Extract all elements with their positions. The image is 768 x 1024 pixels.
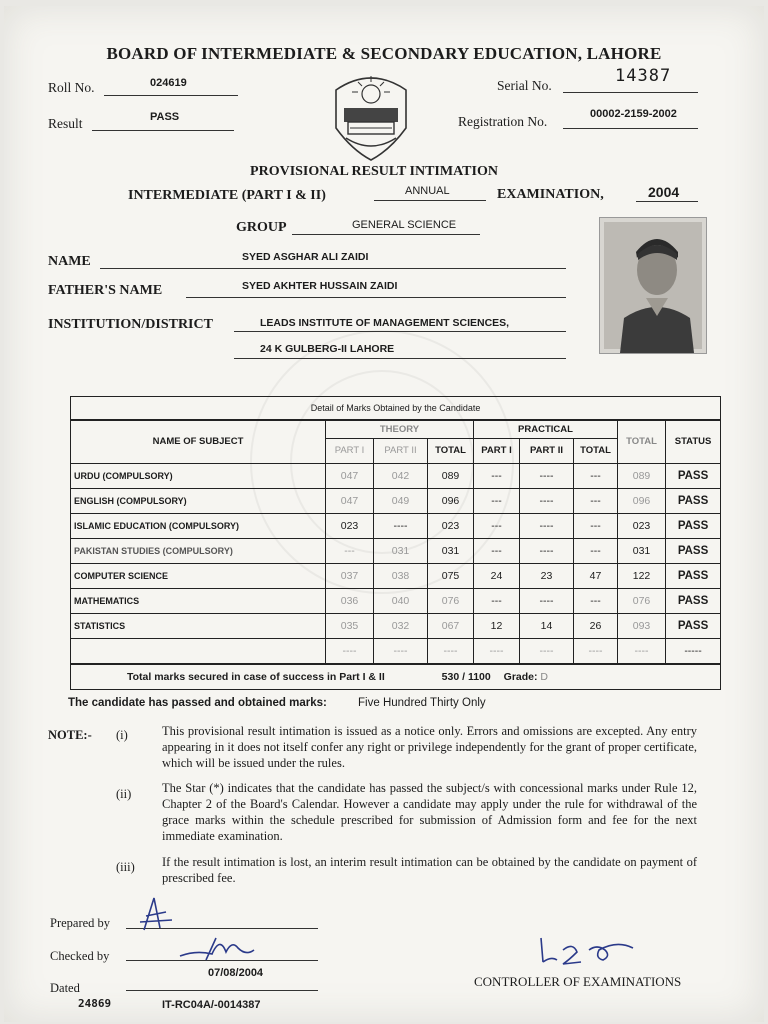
- theory-part1: 035: [326, 613, 374, 638]
- theory-total: ----: [428, 638, 474, 664]
- roll-label: Roll No.: [48, 80, 95, 95]
- grade-value: D: [540, 670, 549, 683]
- registration-value: 00002-2159-2002: [590, 108, 677, 120]
- institution-label: INSTITUTION/DISTRICT: [48, 317, 213, 332]
- theory-part1: 037: [326, 563, 374, 588]
- total-row: [71, 664, 721, 690]
- note-3-text: If the result intimation is lost, an interim result intimation can be obtained by the candidate on payment of prescribed fee.: [162, 855, 697, 885]
- table-row: [71, 488, 721, 513]
- father-underline: [186, 297, 566, 298]
- practical-part2: ----: [520, 588, 574, 613]
- table-row: [71, 638, 721, 664]
- theory-part2: ----: [374, 513, 428, 538]
- practical-part2: ----: [520, 488, 574, 513]
- person-photo-icon: [600, 218, 706, 353]
- group-label: GROUP: [236, 220, 287, 235]
- practical-part2: ----: [520, 538, 574, 563]
- practical-part2: ----: [520, 463, 574, 488]
- practical-part2: 14: [520, 613, 574, 638]
- practical-part2: ----: [520, 638, 574, 664]
- institution-underline-1: [234, 331, 566, 332]
- practical-total: ----: [574, 638, 618, 664]
- result-label: Result: [48, 116, 83, 131]
- theory-part1: 023: [326, 513, 374, 538]
- table-row: [71, 563, 721, 588]
- practical-part1: ---: [474, 588, 520, 613]
- ref-code: IT-RC04A/-0014387: [162, 999, 261, 1011]
- serial-underline: [563, 92, 698, 93]
- exam-type: ANNUAL: [405, 185, 450, 197]
- practical-total: ---: [574, 513, 618, 538]
- subject-name: [71, 638, 326, 664]
- practical-part1: 12: [474, 613, 520, 638]
- practical-total: ---: [574, 538, 618, 563]
- status-value: PASS: [666, 488, 721, 513]
- theory-part1: ----: [326, 638, 374, 664]
- dated-underline: [126, 990, 318, 991]
- practical-total: 47: [574, 563, 618, 588]
- status-value: PASS: [666, 588, 721, 613]
- name-underline: [100, 268, 566, 269]
- theory-part1: 047: [326, 463, 374, 488]
- table-caption: Detail of Marks Obtained by the Candidate: [71, 397, 721, 421]
- theory-total: 076: [428, 588, 474, 613]
- exam-prefix: INTERMEDIATE (PART I & II): [128, 188, 326, 203]
- subject-name: COMPUTER SCIENCE: [71, 563, 326, 588]
- exam-type-underline: [374, 200, 486, 201]
- theory-total: 075: [428, 563, 474, 588]
- institution-line2: 24 K GULBERG-II LAHORE: [260, 343, 395, 355]
- board-title: BOARD OF INTERMEDIATE & SECONDARY EDUCATION, LAHORE: [106, 44, 662, 63]
- grand-total: 031: [618, 538, 666, 563]
- theory-total: 023: [428, 513, 474, 538]
- serial-value: 14387: [615, 66, 672, 86]
- practical-part1: ---: [474, 538, 520, 563]
- grade-label: Grade:: [503, 670, 538, 683]
- theory-part2: ----: [374, 638, 428, 664]
- table-row: [71, 613, 721, 638]
- ref-left: 24869: [78, 997, 112, 1010]
- practical-part1: ---: [474, 488, 520, 513]
- header-practical-total: TOTAL: [574, 438, 618, 463]
- grand-total: 096: [618, 488, 666, 513]
- grand-total: 089: [618, 463, 666, 488]
- theory-part2: 031: [374, 538, 428, 563]
- dated-value: 07/08/2004: [208, 967, 264, 979]
- theory-part1: ---: [326, 538, 374, 563]
- practical-part1: ---: [474, 513, 520, 538]
- practical-total: ---: [574, 488, 618, 513]
- grand-total: 076: [618, 588, 666, 613]
- grand-total: ----: [618, 638, 666, 664]
- note-3-num: (iii): [116, 860, 135, 874]
- candidate-photo: [599, 217, 707, 354]
- controller-label: CONTROLLER OF EXAMINATIONS: [474, 974, 682, 989]
- subject-name: STATISTICS: [71, 613, 326, 638]
- subject-name: ISLAMIC EDUCATION (COMPULSORY): [71, 513, 326, 538]
- header-status: STATUS: [666, 420, 721, 463]
- theory-part2: 032: [374, 613, 428, 638]
- theory-part2: 042: [374, 463, 428, 488]
- group-underline: [292, 234, 480, 235]
- theory-part2: 038: [374, 563, 428, 588]
- subject-name: URDU (COMPULSORY): [71, 463, 326, 488]
- header-practical-part1: PART I: [474, 438, 520, 463]
- prepared-label: Prepared by: [50, 916, 111, 930]
- result-value: PASS: [150, 111, 180, 123]
- header-theory-total: TOTAL: [428, 438, 474, 463]
- practical-part1: 24: [474, 563, 520, 588]
- registration-label: Registration No.: [458, 114, 548, 129]
- status-value: PASS: [666, 563, 721, 588]
- theory-part2: 040: [374, 588, 428, 613]
- grand-total: 023: [618, 513, 666, 538]
- table-row: [71, 513, 721, 538]
- header-practical-part2: PART II: [520, 438, 574, 463]
- note-2-num: (ii): [116, 787, 132, 801]
- practical-part2: 23: [520, 563, 574, 588]
- theory-part2: 049: [374, 488, 428, 513]
- grand-total: 093: [618, 613, 666, 638]
- note-1-text: This provisional result intimation is issued as a notice only. Errors and omissions are excepted. Any entry appearing in it does not itself confer any right or privilege independently for the grant of proper certificate, which will be issued under the rules.: [162, 724, 697, 770]
- status-value: -----: [666, 638, 721, 664]
- registration-underline: [563, 128, 698, 129]
- group-value: GENERAL SCIENCE: [352, 219, 457, 231]
- total-label: Total marks secured in case of success in Part I & II: [127, 670, 385, 683]
- roll-value: 024619: [150, 77, 187, 89]
- note-label: NOTE:-: [48, 728, 92, 742]
- passed-prefix: The candidate has passed and obtained marks:: [68, 697, 327, 709]
- result-underline: [92, 130, 234, 131]
- header-theory-part1: PART I: [326, 438, 374, 463]
- controller-signature-icon: [535, 928, 639, 972]
- board-emblem-icon: [330, 70, 412, 162]
- practical-total: ---: [574, 463, 618, 488]
- subject-name: ENGLISH (COMPULSORY): [71, 488, 326, 513]
- exam-suffix: EXAMINATION,: [497, 187, 604, 202]
- institution-line1: LEADS INSTITUTE OF MANAGEMENT SCIENCES,: [260, 317, 510, 329]
- theory-total: 096: [428, 488, 474, 513]
- theory-part1: 047: [326, 488, 374, 513]
- father-label: FATHER'S NAME: [48, 283, 163, 298]
- practical-total: 26: [574, 613, 618, 638]
- prepared-signature-icon: [136, 892, 180, 936]
- marks-table: [70, 396, 721, 690]
- status-value: PASS: [666, 513, 721, 538]
- practical-part2: ----: [520, 513, 574, 538]
- header-practical: PRACTICAL: [474, 420, 618, 438]
- subject-name: PAKISTAN STUDIES (COMPULSORY): [71, 538, 326, 563]
- checked-label: Checked by: [50, 949, 110, 963]
- note-1-num: (i): [116, 728, 128, 742]
- theory-total: 031: [428, 538, 474, 563]
- theory-total: 089: [428, 463, 474, 488]
- practical-part1: ---: [474, 463, 520, 488]
- father-value: SYED AKHTER HUSSAIN ZAIDI: [242, 280, 398, 292]
- serial-label: Serial No.: [497, 78, 552, 93]
- header-subject: NAME OF SUBJECT: [71, 420, 326, 463]
- dated-label: Dated: [50, 981, 80, 995]
- header-theory: THEORY: [326, 420, 474, 438]
- table-row: [71, 538, 721, 563]
- checked-signature-icon: [176, 930, 256, 964]
- total-value: 530 / 1100: [441, 670, 491, 683]
- status-value: PASS: [666, 538, 721, 563]
- institution-underline-2: [234, 358, 566, 359]
- grand-total: 122: [618, 563, 666, 588]
- status-value: PASS: [666, 463, 721, 488]
- header-grand-total: TOTAL: [618, 420, 666, 463]
- exam-year: 2004: [648, 184, 680, 200]
- theory-part1: 036: [326, 588, 374, 613]
- table-row: [71, 588, 721, 613]
- note-2-text: The Star (*) indicates that the candidate has passed the subject/s with concessional marks under Rule 12, Chapter 2 of the Board's Calendar. However a candidate may apply under the rule for withdrawal of the grace marks within the schedule prescribed for submission of Admission form and fee for the next immediate examination.: [162, 781, 697, 843]
- name-label: NAME: [48, 254, 91, 269]
- practical-part1: ----: [474, 638, 520, 664]
- passed-words: Five Hundred Thirty Only: [358, 697, 486, 709]
- passed-line: [68, 697, 486, 709]
- table-row: [71, 463, 721, 488]
- year-underline: [636, 201, 698, 202]
- roll-underline: [104, 95, 238, 96]
- provisional-title: PROVISIONAL RESULT INTIMATION: [250, 164, 498, 179]
- practical-total: ---: [574, 588, 618, 613]
- subject-name: MATHEMATICS: [71, 588, 326, 613]
- name-value: SYED ASGHAR ALI ZAIDI: [242, 251, 369, 263]
- header-theory-part2: PART II: [374, 438, 428, 463]
- theory-total: 067: [428, 613, 474, 638]
- status-value: PASS: [666, 613, 721, 638]
